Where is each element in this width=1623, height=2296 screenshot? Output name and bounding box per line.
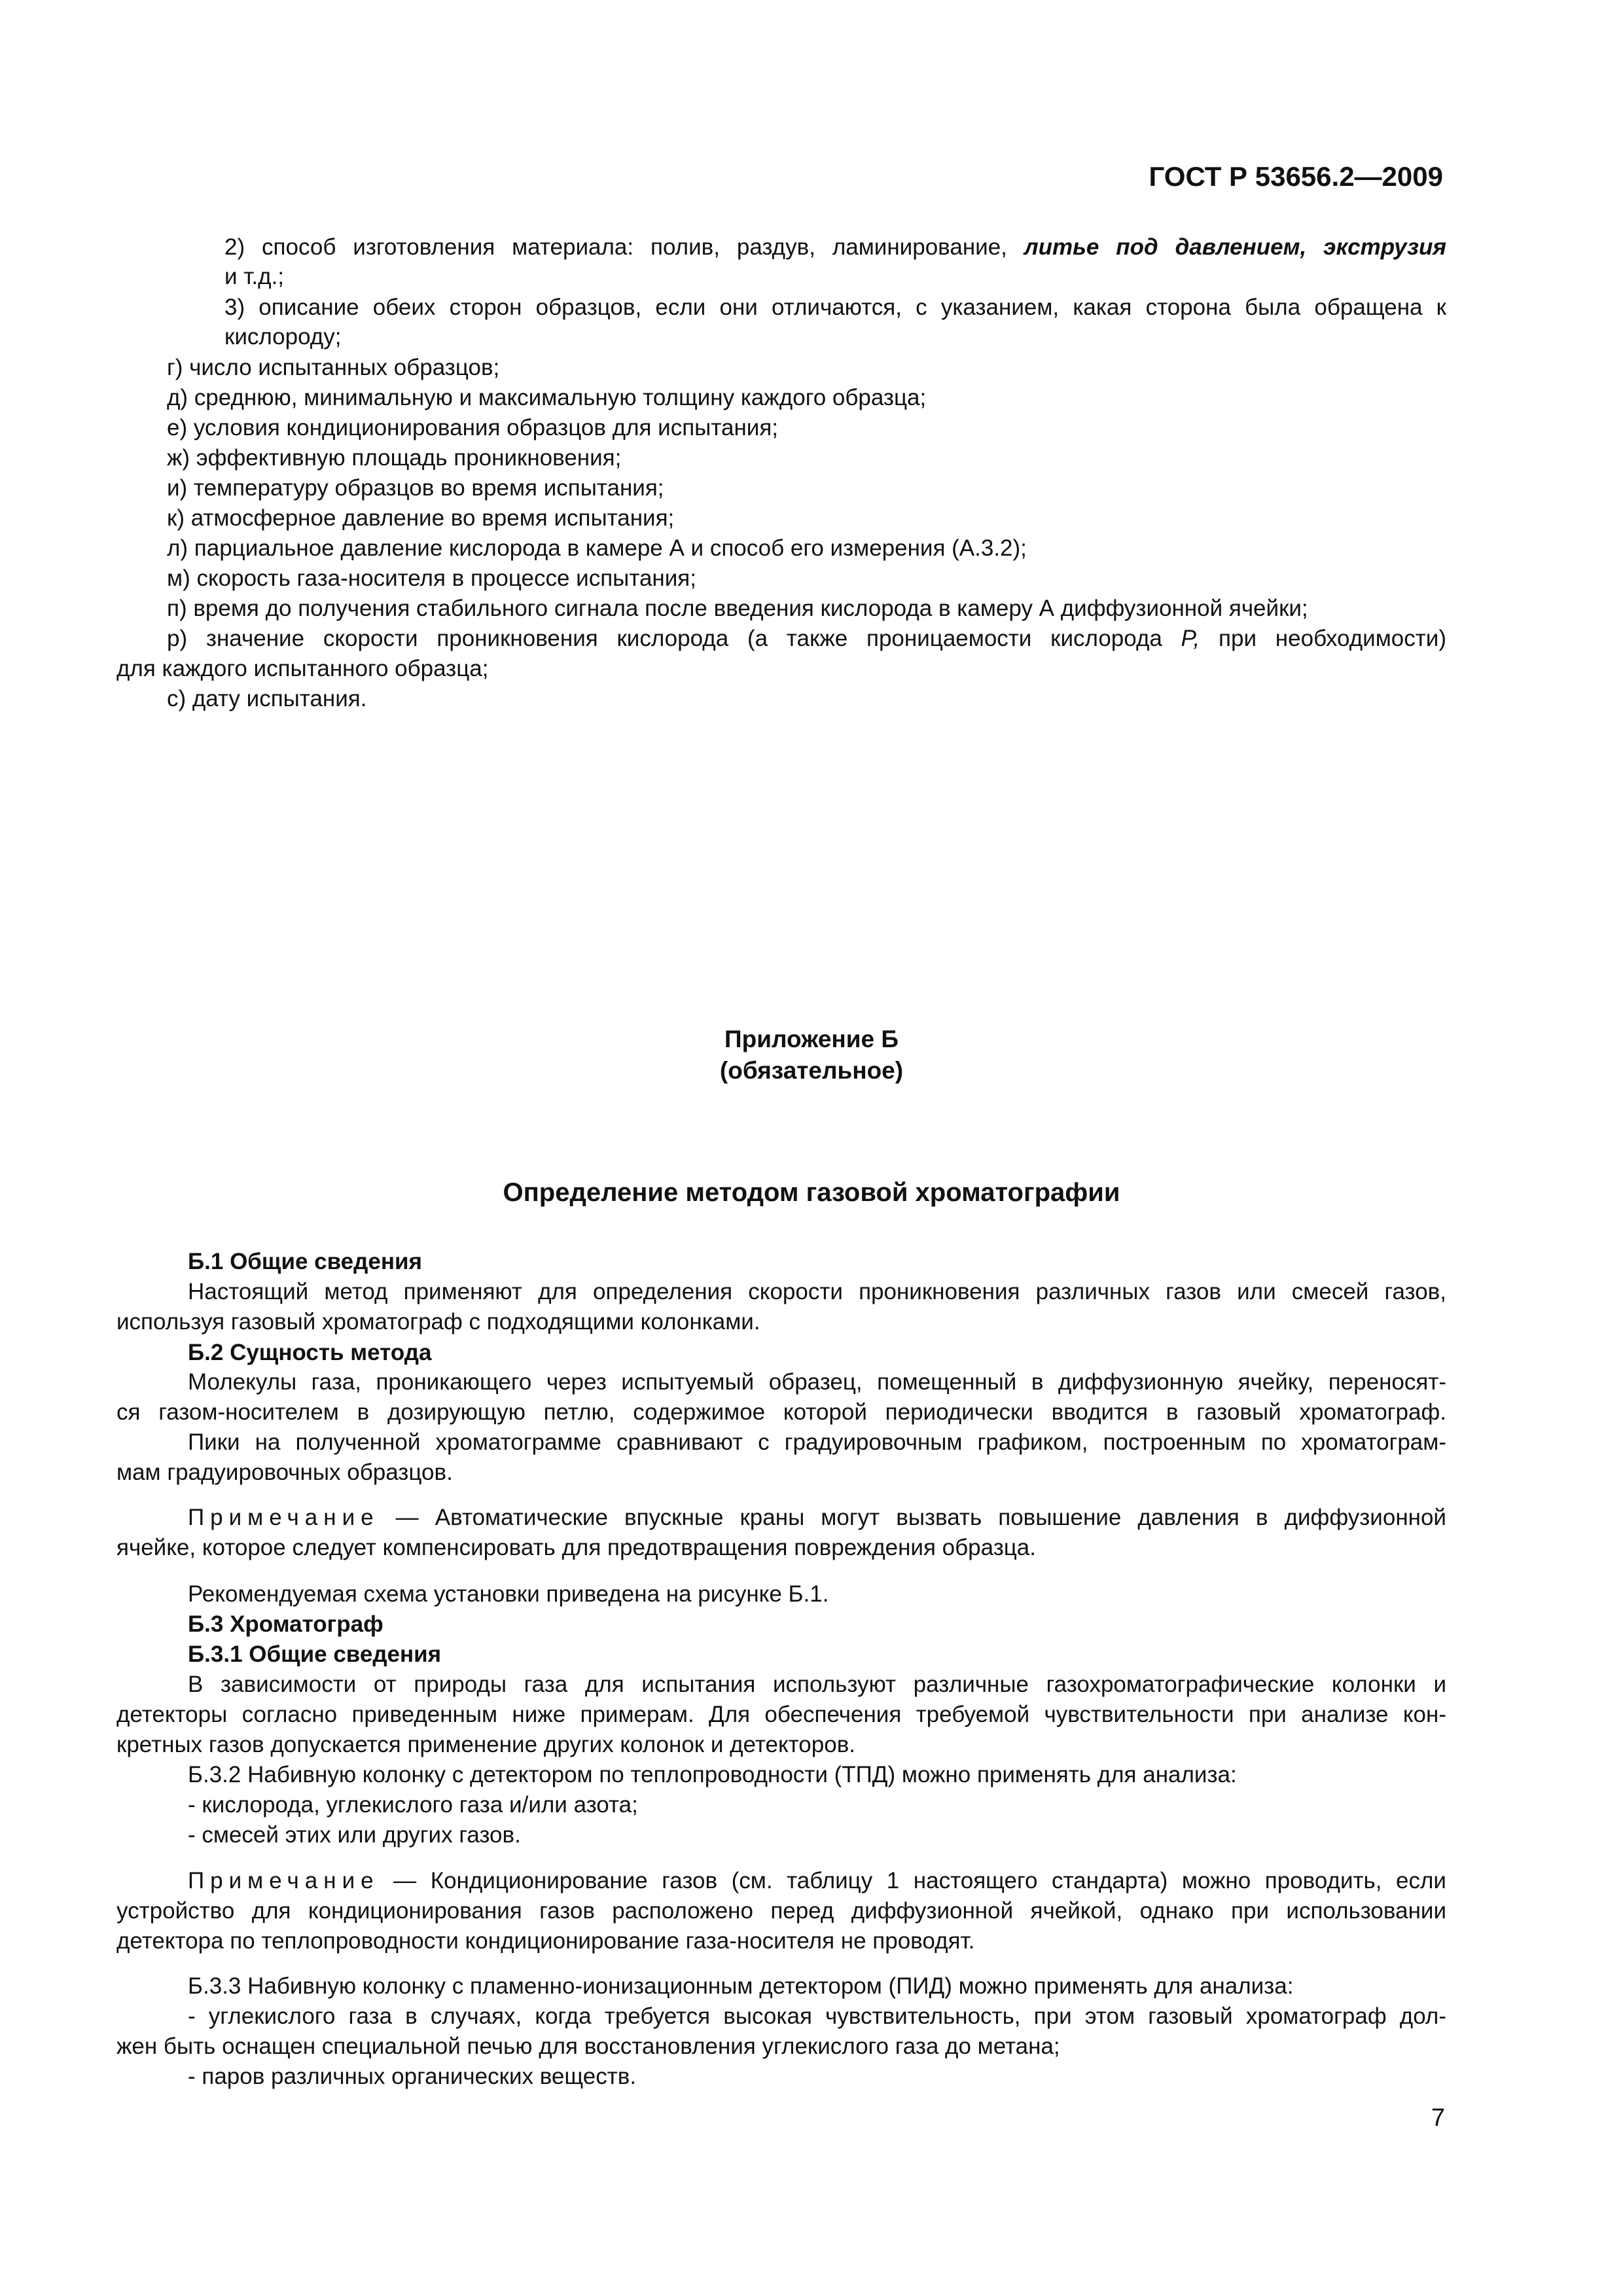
note-2-line1	[188, 1867, 1446, 1895]
section-b32: Б.3.2 Набивную колонку с детектором по теплопроводности (ТПД) можно применять для анализа:	[188, 1762, 1237, 1787]
section-b1-line1: Настоящий метод применяют для определения скорости проникновения различных газов или смесей газов,	[188, 1279, 1446, 1304]
section-b2-p1-line2: ся газом-носителем в дозирующую петлю, содержимое которой периодически вводится в газовый хроматограф.	[116, 1399, 1446, 1425]
list-item-r-italic: P,	[1181, 626, 1200, 651]
list-item-r-line2: для каждого испытанного образца;	[116, 656, 489, 681]
section-b31-line2: детекторы согласно приведенным ниже примерам. Для обеспечения требуемой чувствительности при анализе кон-	[116, 1702, 1446, 1727]
list-item-e: е) условия кондиционирования образцов для испытания;	[167, 415, 778, 440]
section-b1-line2: используя газовый хроматограф с подходящими колонками.	[116, 1309, 760, 1335]
section-b3-heading: Б.3 Хроматограф	[188, 1611, 383, 1637]
section-b33-dash1-line2: жен быть оснащен специальной печью для восстановления углекислого газа до метана;	[116, 2034, 1060, 2059]
list-item-2-bold: литье под давлением, экструзия	[1024, 234, 1446, 260]
list-item-zh: ж) эффективную площадь проникновения;	[167, 445, 622, 471]
list-item-r	[167, 624, 1446, 653]
list-item-l: л) парциальное давление кислорода в камере А и способ его измерения (А.3.2);	[167, 535, 1027, 561]
appendix-heading: Определение методом газовой хроматографии	[503, 1178, 1120, 1207]
section-b33: Б.3.3 Набивную колонку с пламенно-ионизационным детектором (ПИД) можно применять для анализа:	[188, 1973, 1294, 1999]
scheme-reference: Рекомендуемая схема установки приведена на рисунке Б.1.	[188, 1581, 829, 1607]
section-b31-line3: кретных газов допускается применение других колонок и детекторов.	[116, 1732, 856, 1757]
list-item-m: м) скорость газа-носителя в процессе испытания;	[167, 565, 696, 591]
note-2-text: — Кондиционирование газов (см. таблицу 1 настоящего стандарта) можно проводить, если	[379, 1868, 1446, 1893]
section-b1-heading: Б.1 Общие сведения	[188, 1249, 422, 1274]
list-item-i: и) температуру образцов во время испытания;	[167, 475, 664, 501]
section-b32-dash1: - кислорода, углекислого газа и/или азота;	[188, 1792, 638, 1818]
list-item-2-text: 2) способ изготовления материала: полив, раздув, ламинирование,	[224, 234, 1024, 260]
note-1-label: Примечание	[188, 1505, 380, 1530]
section-b2-heading: Б.2 Сущность метода	[188, 1340, 432, 1365]
section-b33-dash1-line1: - углекислого газа в случаях, когда требуется высокая чувствительность, при этом газовый хроматограф дол-	[188, 2003, 1446, 2029]
list-item-r-tail: при необходимости)	[1200, 626, 1446, 651]
section-b2-p2-line2: мам градуировочных образцов.	[116, 1460, 453, 1485]
list-item-k: к) атмосферное давление во время испытания;	[167, 505, 675, 531]
list-item-r-text: р) значение скорости проникновения кислорода (а также проницаемости кислорода	[167, 626, 1181, 651]
note-2-line3: детектора по теплопроводности кондиционирование газа-носителя не проводят.	[116, 1928, 975, 1954]
list-item-2	[224, 233, 1446, 262]
note-1-line2: ячейке, которое следует компенсировать для предотвращения повреждения образца.	[116, 1535, 1036, 1560]
note-2-line2: устройство для кондиционирования газов расположено перед диффузионной ячейкой, однако при использовании	[116, 1898, 1446, 1924]
section-b32-dash2: - смесей этих или других газов.	[188, 1822, 521, 1848]
list-item-d: д) среднюю, минимальную и максимальную толщину каждого образца;	[167, 385, 927, 410]
appendix-title: Приложение Б	[724, 1026, 899, 1052]
list-item-3-line2: кислороду;	[224, 324, 342, 350]
page-number: 7	[1431, 2104, 1445, 2132]
section-b2-p1-line1: Молекулы газа, проникающего через испытуемый образец, помещенный в диффузионную ячейку, переносят-	[188, 1369, 1446, 1395]
list-item-s: с) дату испытания.	[167, 686, 367, 711]
document-id-header: ГОСТ Р 53656.2—2009	[1149, 161, 1443, 192]
list-item-g: г) число испытанных образцов;	[167, 355, 500, 380]
section-b2-p2-line1: Пики на полученной хроматограмме сравнивают с градуировочным графиком, построенным по хроматограм-	[188, 1429, 1446, 1455]
section-b31-line1: В зависимости от природы газа для испытания используют различные газохроматографические колонки и	[188, 1672, 1446, 1697]
section-b33-dash2: - паров различных органических веществ.	[188, 2064, 637, 2089]
appendix-status: (обязательное)	[719, 1057, 904, 1084]
note-1-text: — Автоматические впускные краны могут вызвать повышение давления в диффузионной	[379, 1505, 1446, 1530]
list-item-2-continuation: и т.д.;	[224, 264, 285, 289]
list-item-3-line1: 3) описание обеих сторон образцов, если они отличаются, с указанием, какая сторона была обращена к	[224, 295, 1446, 320]
note-2-label: Примечание	[188, 1868, 380, 1893]
section-b31-heading: Б.3.1 Общие сведения	[188, 1641, 442, 1667]
list-item-p: п) время до получения стабильного сигнала после введения кислорода в камеру А диффузионной ячейки;	[167, 596, 1308, 621]
note-1-line1	[188, 1503, 1446, 1532]
